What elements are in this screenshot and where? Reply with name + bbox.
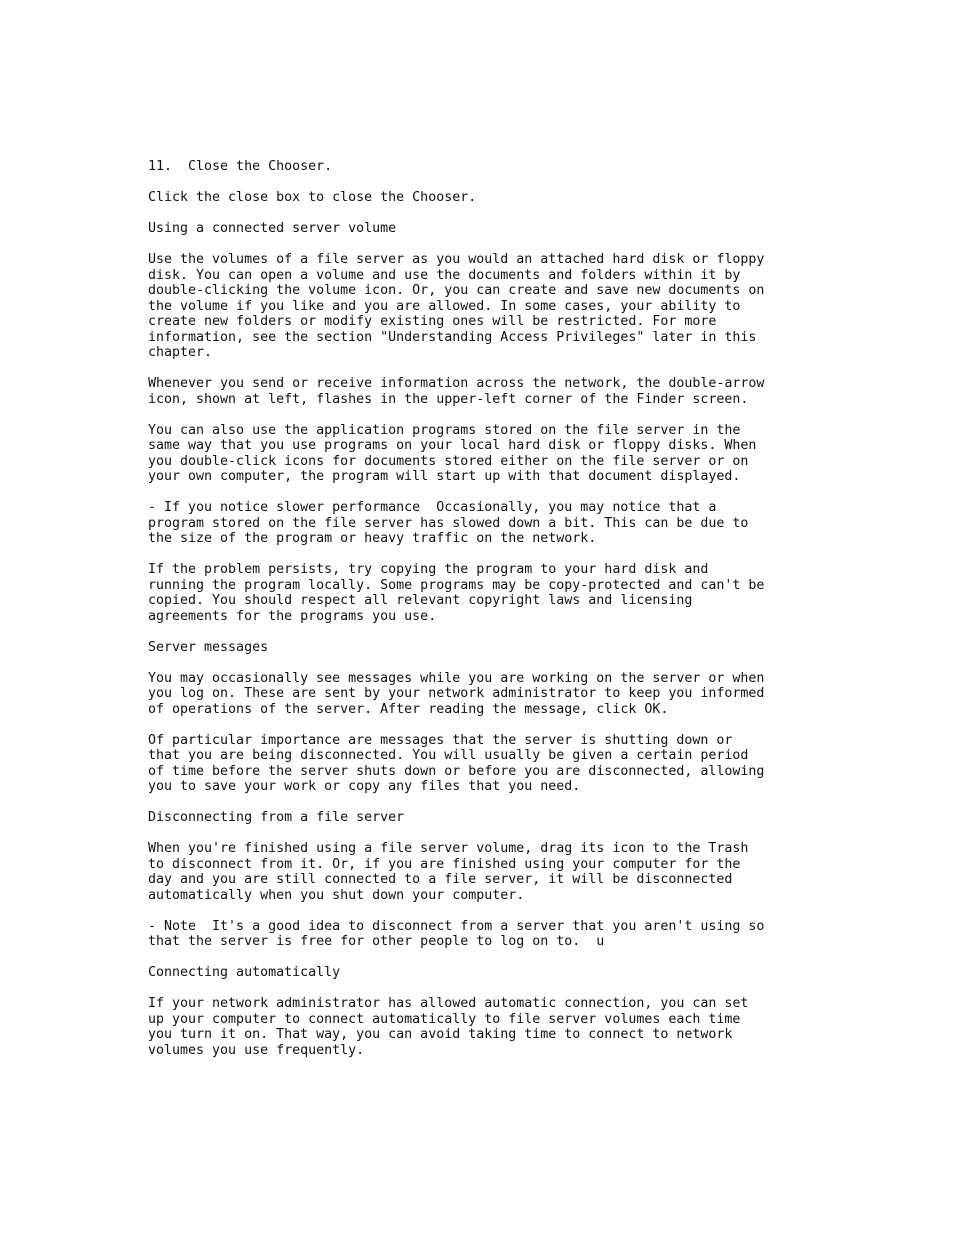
text-line: Connecting automatically	[148, 965, 341, 980]
text-line: your own computer, the program will start up with that document displayed.	[148, 469, 741, 484]
text-line: disk. You can open a volume and use the documents and folders within it by	[148, 267, 741, 283]
section-heading-using-volume	[148, 221, 848, 237]
text-line: of operations of the server. After reading the message, click OK.	[148, 701, 669, 717]
text-line: day and you are still connected to a file server, it will be disconnected	[148, 872, 733, 887]
text-line: You can also use the application programs stored on the file server in the	[148, 422, 741, 438]
section-heading-connecting-automatically	[148, 965, 848, 981]
text-line: the size of the program or heavy traffic on the network.	[148, 531, 597, 546]
paragraph-disconnect	[148, 841, 848, 903]
text-line: running the program locally. Some programs may be copy-protected and can't be	[148, 577, 765, 593]
text-line: program stored on the file server has slowed down a bit. This can be due to	[148, 515, 749, 531]
text-line: create new folders or modify existing ones will be restricted. For more	[148, 314, 717, 329]
section-heading-disconnecting	[148, 810, 848, 826]
paragraph-use-volumes	[148, 252, 848, 361]
text-line: that you are being disconnected. You will usually be given a certain period	[148, 748, 749, 763]
text-line: You may occasionally see messages while you are working on the server or when	[148, 670, 765, 686]
text-line: If your network administrator has allowed automatic connection, you can set	[148, 996, 749, 1011]
section-heading-server-messages	[148, 640, 848, 656]
text-line: chapter.	[148, 345, 213, 360]
text-line: you double-click icons for documents stored either on the file server or on	[148, 453, 749, 469]
text-line: up your computer to connect automatically to file server volumes each time	[148, 1011, 741, 1027]
text-line: information, see the section "Understanding Access Privileges" later in this	[148, 329, 757, 345]
paragraph-double-arrow	[148, 376, 848, 407]
text-line: Disconnecting from a file server	[148, 810, 405, 825]
text-line: When you're finished using a file server volume, drag its icon to the Trash	[148, 841, 749, 856]
step-11-body	[148, 190, 848, 206]
text-line: icon, shown at left, flashes in the upper-left corner of the Finder screen.	[148, 391, 749, 407]
text-line: of time before the server shuts down or before you are disconnected, allowing	[148, 763, 765, 779]
text-line: Server messages	[148, 639, 269, 655]
text-line: 11. Close the Chooser.	[148, 159, 333, 174]
text-line: - If you notice slower performance Occasionally, you may notice that a	[148, 500, 717, 515]
text-line: volumes you use frequently.	[148, 1042, 365, 1058]
text-line: automatically when you shut down your computer.	[148, 887, 525, 903]
step-11	[148, 159, 848, 175]
paragraph-problem-persists	[148, 562, 848, 624]
text-line: to disconnect from it. Or, if you are finished using your computer for the	[148, 856, 741, 872]
text-line: agreements for the programs you use.	[148, 608, 437, 624]
text-line: that the server is free for other people to log on to. u	[148, 934, 605, 949]
paragraph-application-programs	[148, 423, 848, 485]
text-line: same way that you use programs on your local hard disk or floppy disks. When	[148, 438, 757, 453]
text-line: Whenever you send or receive information across the network, the double-arrow	[148, 376, 765, 391]
paragraph-automatic-connection	[148, 996, 848, 1058]
text-line: Use the volumes of a file server as you would an attached hard disk or floppy	[148, 252, 765, 267]
text-line: you turn it on. That way, you can avoid taking time to connect to network	[148, 1027, 733, 1042]
text-line: you log on. These are sent by your network administrator to keep you informed	[148, 686, 765, 701]
text-line: Of particular importance are messages that the server is shutting down or	[148, 732, 733, 748]
paragraph-slower-performance	[148, 500, 848, 547]
document-page	[148, 159, 848, 1074]
paragraph-particular-importance	[148, 733, 848, 795]
text-line: If the problem persists, try copying the program to your hard disk and	[148, 562, 709, 577]
text-line: copied. You should respect all relevant copyright laws and licensing	[148, 593, 693, 608]
text-line: Using a connected server volume	[148, 221, 397, 236]
paragraph-messages	[148, 671, 848, 718]
text-line: you to save your work or copy any files that you need.	[148, 779, 581, 794]
text-line: Click the close box to close the Chooser.	[148, 190, 477, 205]
text-line: - Note It's a good idea to disconnect from a server that you aren't using so	[148, 918, 765, 934]
text-line: double-clicking the volume icon. Or, you can create and save new documents on	[148, 283, 765, 298]
text-line: the volume if you like and you are allowed. In some cases, your ability to	[148, 298, 741, 314]
paragraph-note	[148, 919, 848, 950]
